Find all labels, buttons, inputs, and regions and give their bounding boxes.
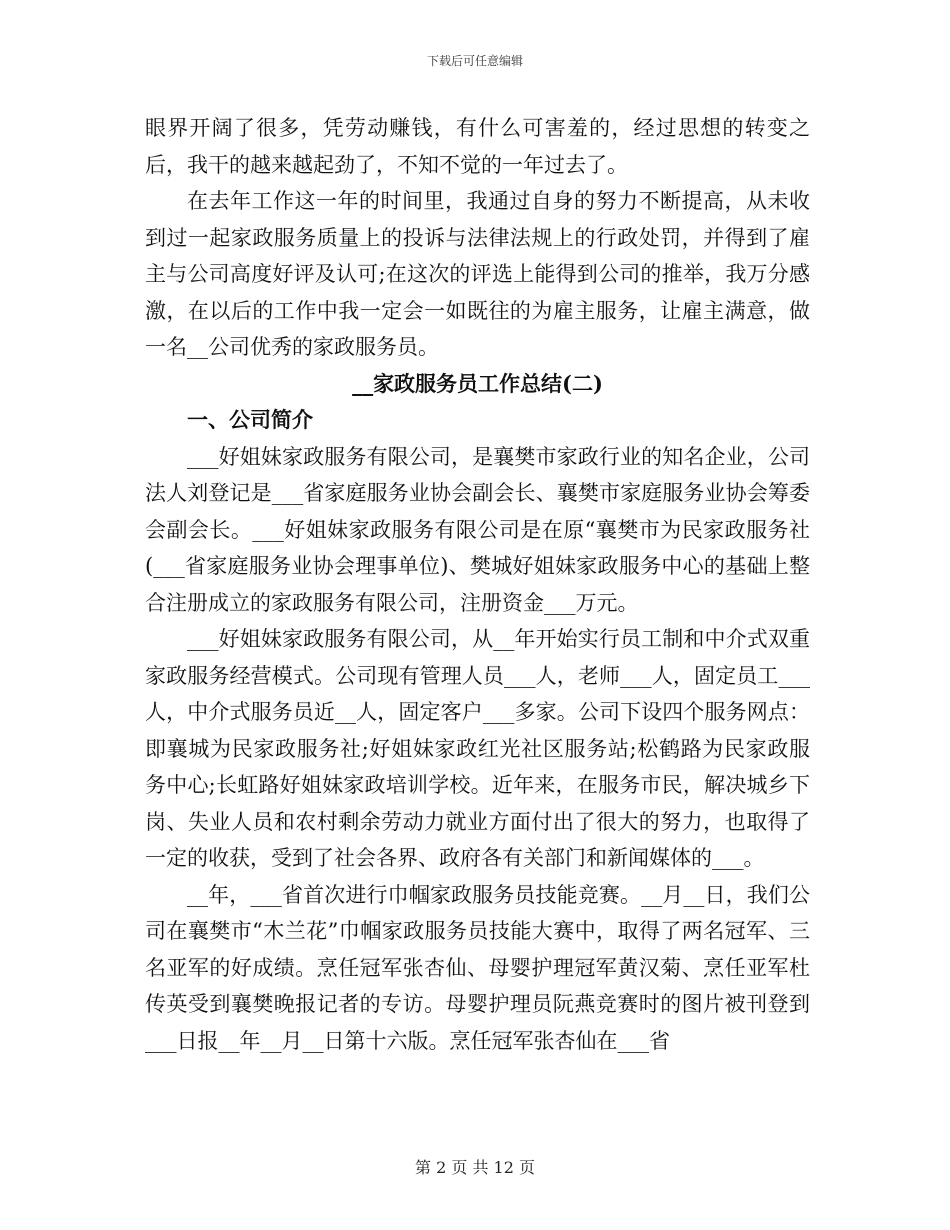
header-note: 下载后可任意编辑 [426, 54, 523, 68]
sub-heading-company-intro: 一、公司简介 [187, 407, 313, 432]
paragraph-2: 在去年工作这一年的时间里，我通过自身的努力不断提高，从未收到过一起家政服务质量上的投诉与法律法规上的行政处罚，并得到了雇主与公司高度好评及认可;在这次的评选上能得到公司的推举，我万分感激，在以后的工作中我一定会一如既往的为雇主服务，让雇主满意，做一名__公司优秀的家政服务员。 [145, 189, 810, 359]
section-title: __家政服务员工作总结(二) [352, 370, 603, 396]
document-body [145, 110, 810, 1059]
paragraph-5: __年，___省首次进行巾帼家政服务员技能竞赛。__月__日，我们公司在襄樊市“木兰花”巾帼家政服务员技能大赛中，取得了两名冠军、三名亚军的好成绩。烹任冠军张杏仙、母婴护理冠军黄汉菊、烹任亚军杜传英受到襄樊晚报记者的专访。母婴护理员阮燕竞赛时的图片被刊登到___日报__年__月__日第十六版。烹任冠军张杏仙在___省 [145, 882, 810, 1053]
paragraph-3: ___好姐妹家政服务有限公司，是襄樊市家政行业的知名企业，公司法人刘登记是___省家庭服务业协会副会长、襄樊市家庭服务业协会筹委会副会长。___好姐妹家政服务有限公司是在原“襄樊市为民家政服务社(___省家庭服务业协会理事单位)、樊城好姐妹家政服务中心的基础上整合注册成立的家政服务有限公司，注册资金___万元。 [145, 444, 810, 615]
paragraph-1: 眼界开阔了很多，凭劳动赚钱，有什么可害羞的，经过思想的转变之后，我干的越来越起劲了，不知不觉的一年过去了。 [145, 116, 810, 177]
paragraph-4: ___好姐妹家政服务有限公司，从__年开始实行员工制和中介式双重家政服务经营模式。公司现有管理人员___人，老师___人，固定员工___人，中介式服务员近__人，固定客户___多家。公司下设四个服务网点：即襄城为民家政服务社;好姐妹家政红光社区服务站;松鹤路为民家政服务中心;长虹路好姐妹家政培训学校。近年来，在服务市民，解决城乡下岗、失业人员和农村剩余劳动力就业方面付出了很大的努力，也取得了一定的收获，受到了社会各界、政府各有关部门和新闻媒体的___。 [145, 627, 810, 870]
page-footer: 第 2 页 共 12 页 [415, 1158, 535, 1177]
